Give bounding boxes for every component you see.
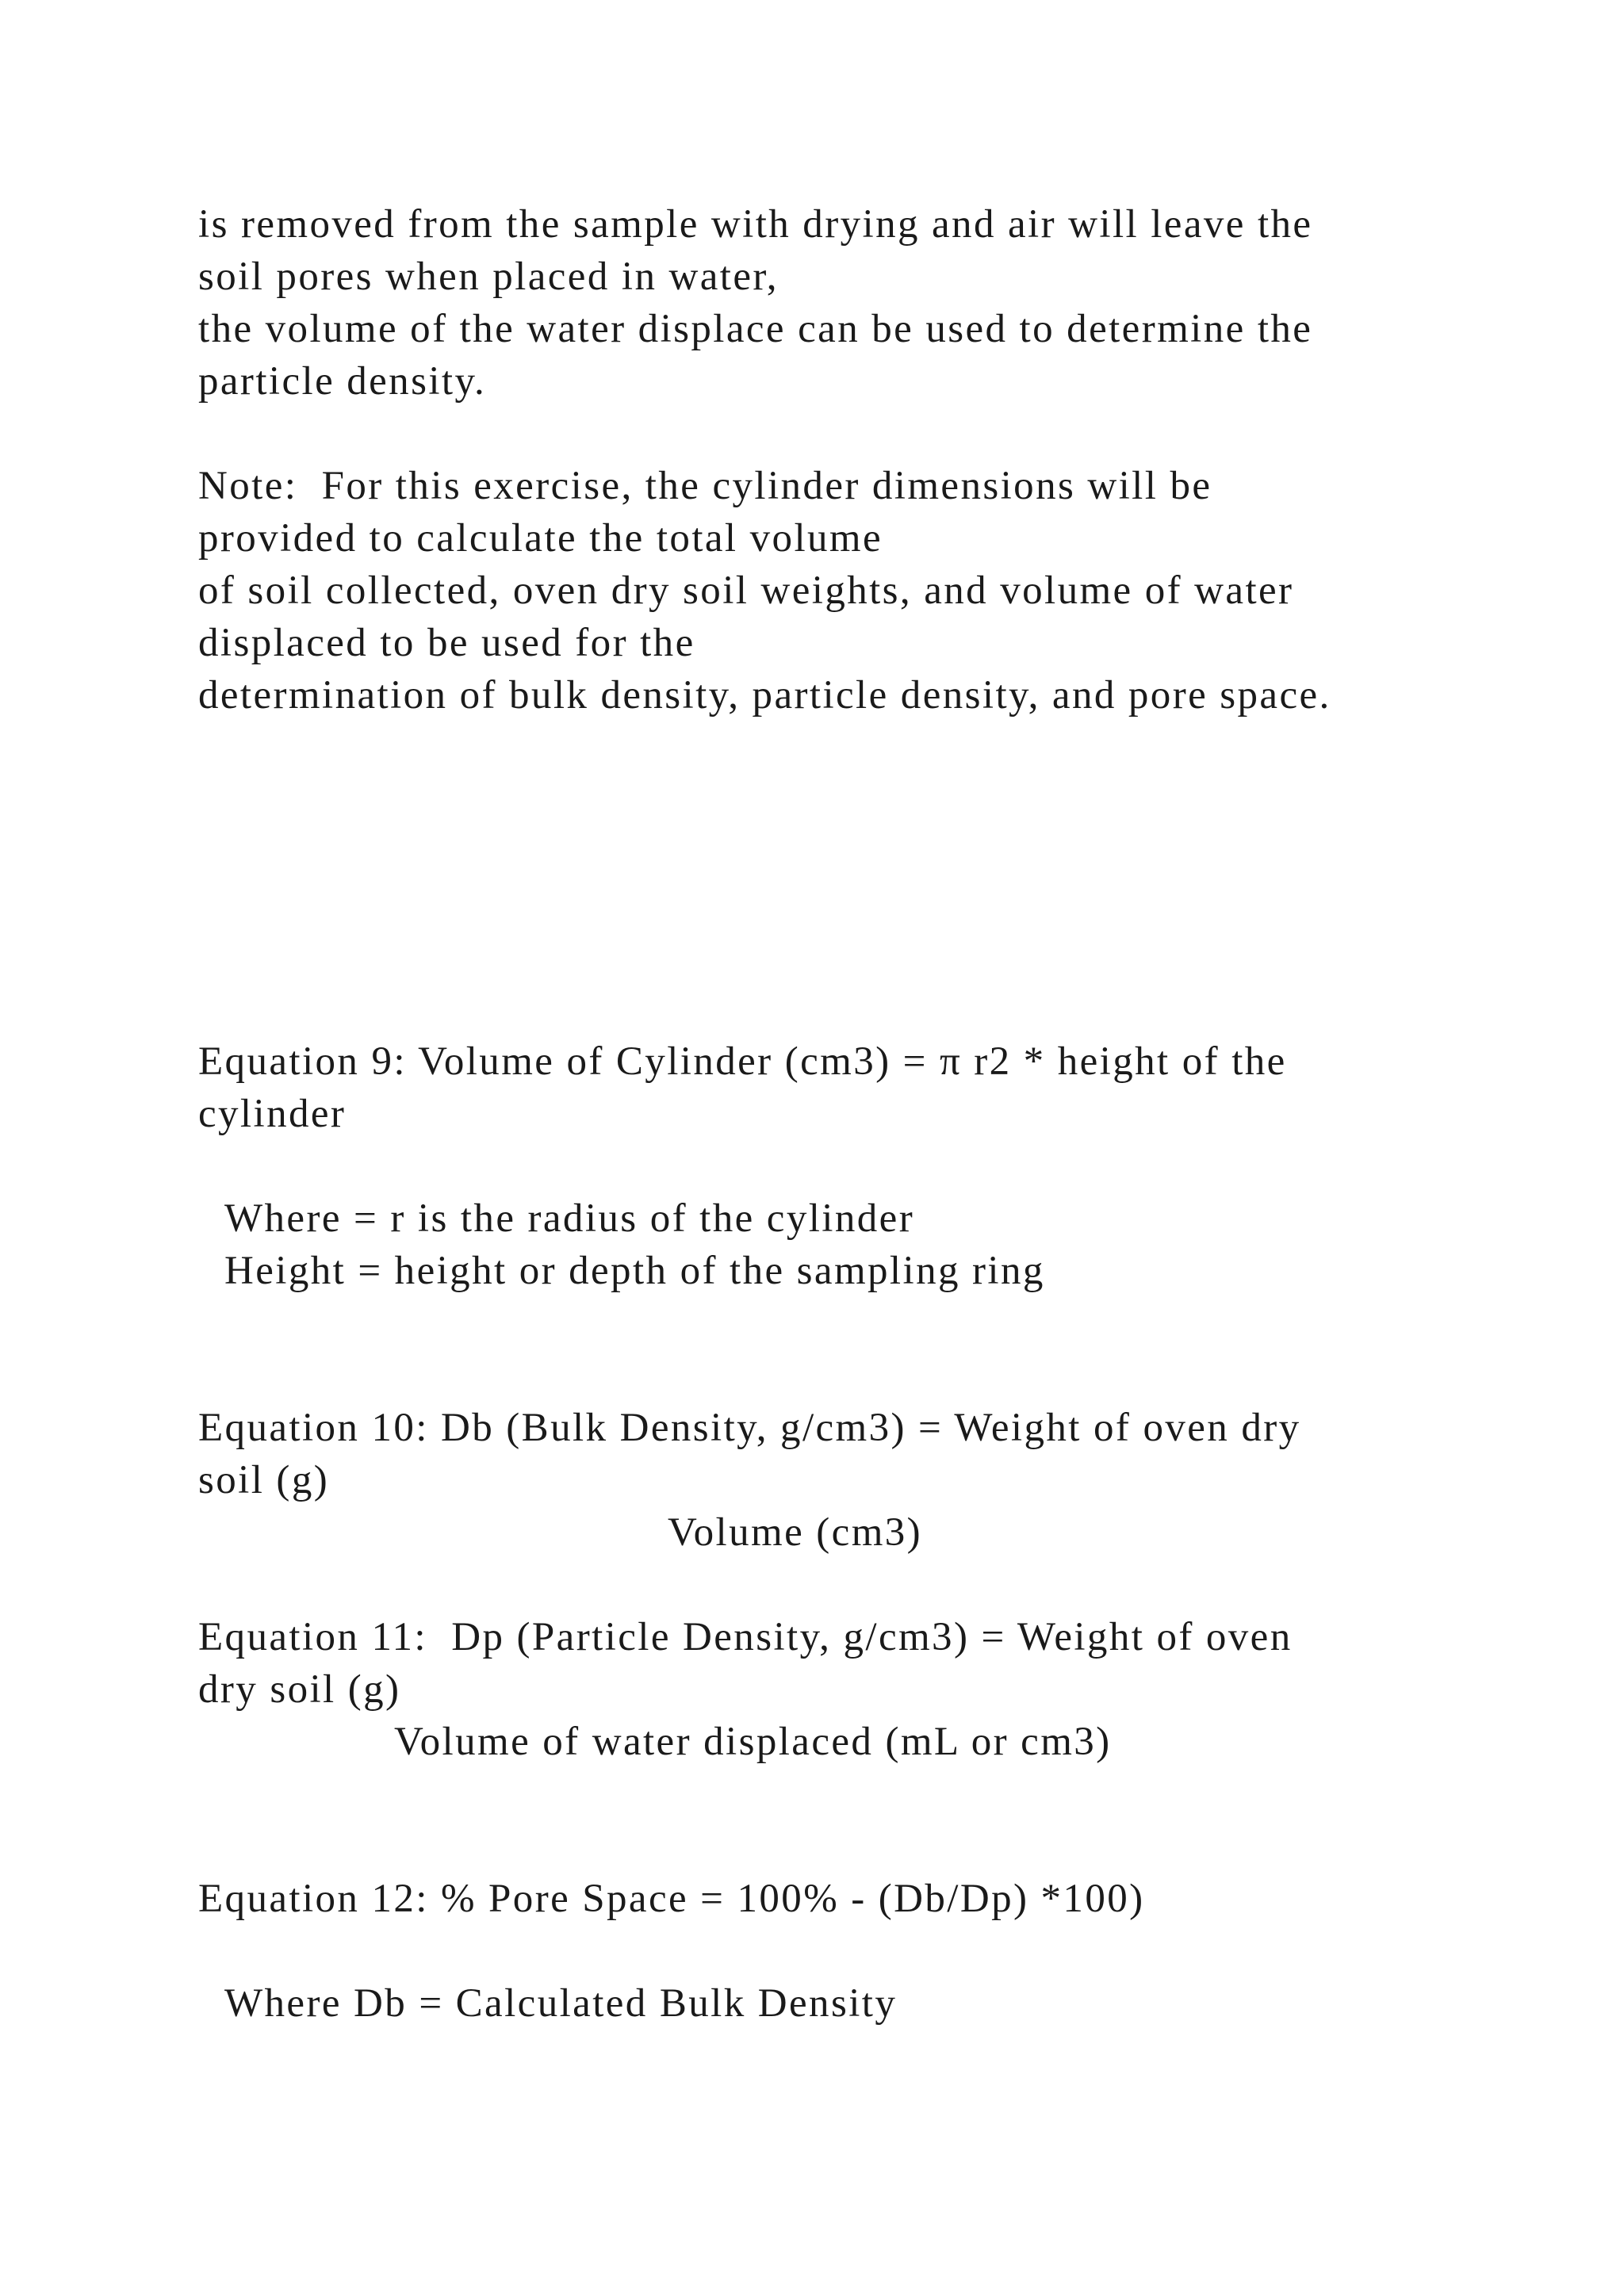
note-line-2: provided to calculate the total volume — [198, 516, 883, 561]
equation-9-where-height: Height = height or depth of the sampling ring — [224, 1249, 1045, 1293]
equation-10-line-2: soil (g) — [198, 1458, 330, 1502]
equation-11-line-2: dry soil (g) — [198, 1667, 401, 1712]
equation-10-denominator: Volume (cm3) — [668, 1510, 923, 1555]
note-line-3: of soil collected, oven dry soil weights, and volume of water — [198, 568, 1294, 613]
note-line-5: determination of bulk density, particle density, and pore space. — [198, 673, 1331, 718]
equation-10-line-1: Equation 10: Db (Bulk Density, g/cm3) = Weight of oven dry — [198, 1406, 1301, 1450]
intro-line-1: is removed from the sample with drying and air will leave the — [198, 202, 1313, 247]
intro-line-4: particle density. — [198, 359, 487, 404]
equation-11-denominator: Volume of water displaced (mL or cm3) — [394, 1720, 1112, 1764]
intro-line-2: soil pores when placed in water, — [198, 254, 779, 299]
note-line-1: Note: For this exercise, the cylinder dimensions will be — [198, 464, 1212, 508]
equation-9-line-1: Equation 9: Volume of Cylinder (cm3) = π r2 * height of the — [198, 1039, 1287, 1084]
equation-12-line-1: Equation 12: % Pore Space = 100% - (Db/Dp) *100) — [198, 1877, 1145, 1921]
equation-9-where-radius: Where = r is the radius of the cylinder — [224, 1196, 915, 1241]
intro-line-3: the volume of the water displace can be used to determine the — [198, 307, 1313, 351]
equation-9-line-2: cylinder — [198, 1092, 347, 1136]
equation-11-line-1: Equation 11: Dp (Particle Density, g/cm3) = Weight of oven — [198, 1615, 1293, 1659]
note-line-4: displaced to be used for the — [198, 621, 695, 665]
equation-12-where-db: Where Db = Calculated Bulk Density — [224, 1981, 898, 2026]
